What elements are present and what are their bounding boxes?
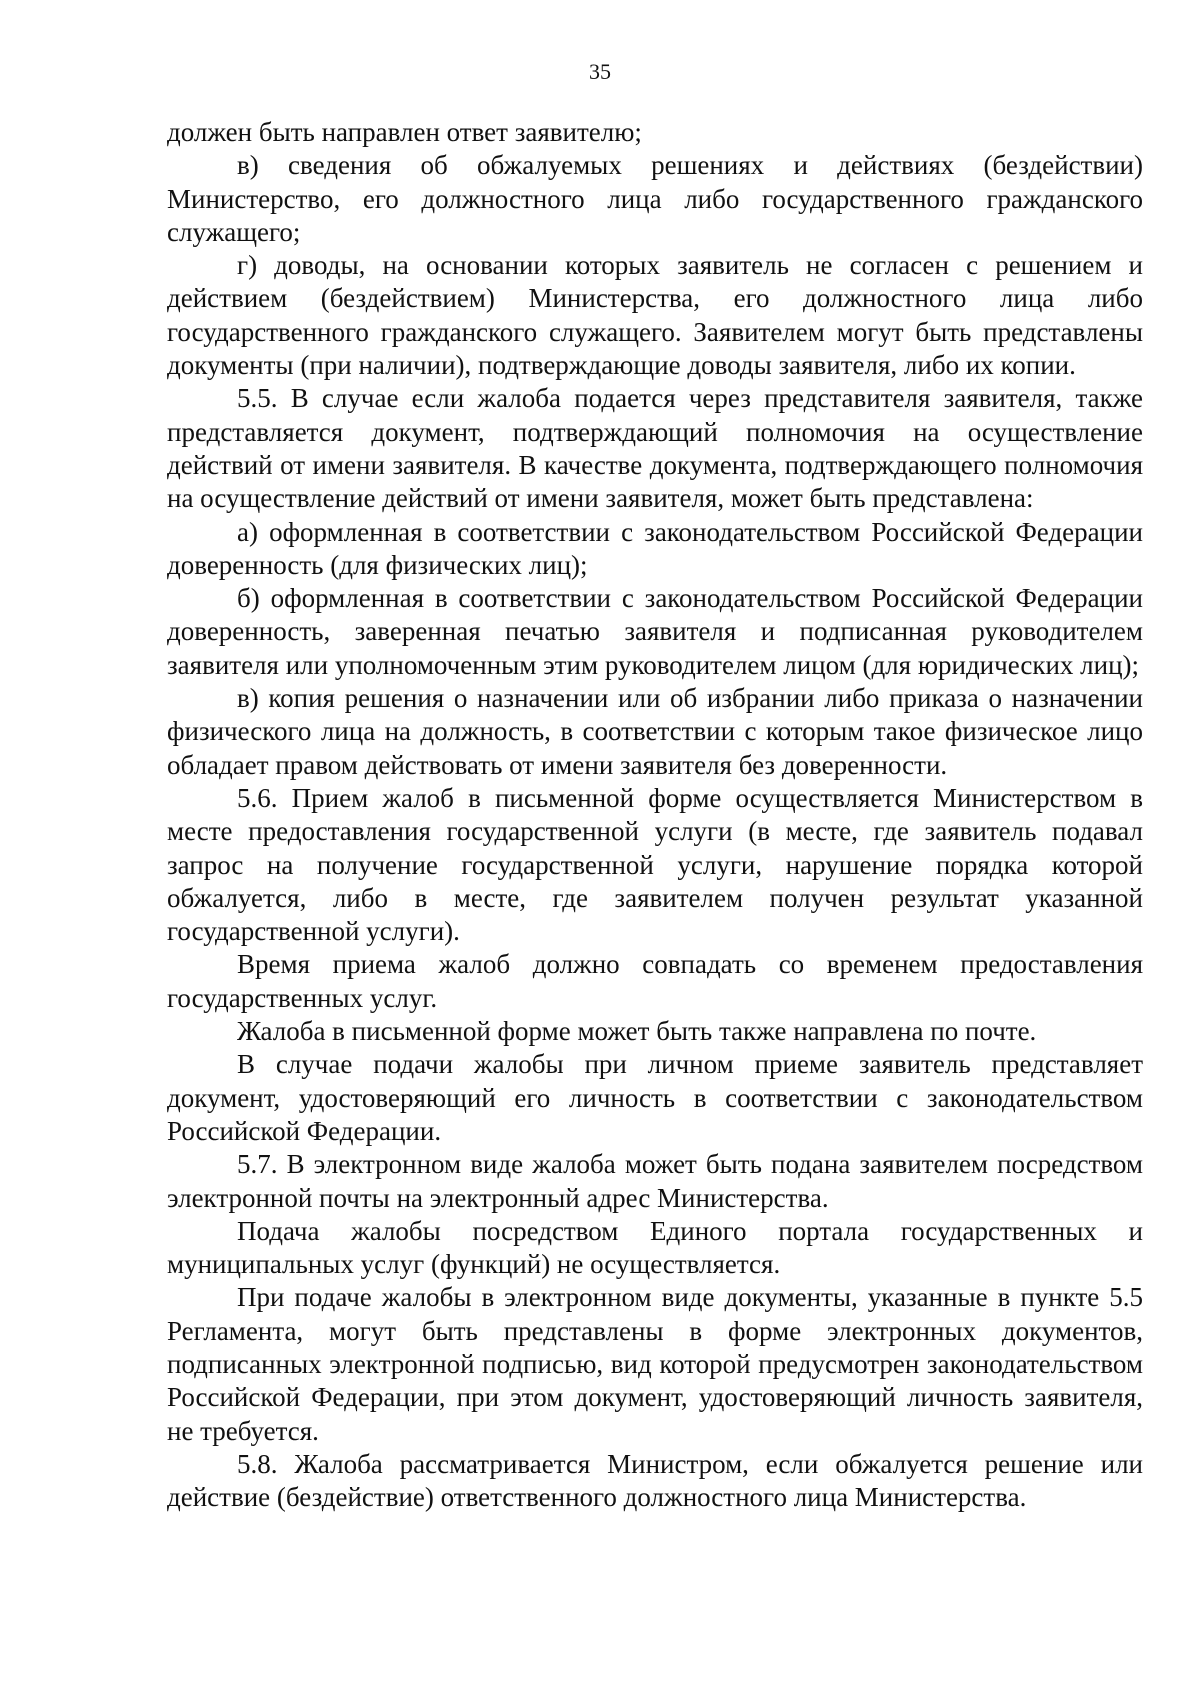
paragraph-11: 5.7. В электронном виде жалоба может быть подана заявителем посредством электронной почты на электронный адрес Министерства. (167, 1149, 1143, 1213)
paragraph-6: в) копия решения о назначении или об избрании либо приказа о назначении физического лица на должность, в соответствии с которым такое физическое лицо обладает правом действовать от имени заявителя без доверенности. (167, 683, 1143, 780)
paragraph-12: Подача жалобы посредством Единого портала государственных и муниципальных услуг (функций) не осуществляется. (167, 1215, 1143, 1280)
document-body (167, 116, 1143, 1514)
paragraph-0: должен быть направлен ответ заявителю; (167, 117, 642, 147)
paragraph-5: б) оформленная в соответствии с законодательством Российской Федерации доверенность, заверенная печатью заявителя и подписанная руководителем заявителя или уполномоченным этим руководителем лицом (для юридических лиц); (167, 583, 1143, 680)
paragraph-4: а) оформленная в соответствии с законодательством Российской Федерации доверенность (для физических лиц); (167, 516, 1143, 580)
paragraph-3: 5.5. В случае если жалоба подается через представителя заявителя, также представляется документ, подтверждающий полномочия на осуществление действий от имени заявителя. В качестве документа, подтверждающего полномочия на осуществление действий от имени заявителя, может быть представлена: (167, 383, 1143, 514)
paragraph-2: г) доводы, на основании которых заявитель не согласен с решением и действием (бездействием) Министерства, его должностного лица либо государственного гражданского служащего. Заявителем могут быть представлены документы (при наличии), подтверждающие доводы заявителя, либо их копии. (167, 250, 1143, 381)
paragraph-14: 5.8. Жалоба рассматривается Министром, если обжалуется решение или действие (бездействие) ответственного должностного лица Министерства. (167, 1448, 1143, 1513)
paragraph-8: Время приема жалоб должно совпадать со временем предоставления государственных услуг. (167, 949, 1143, 1013)
paragraph-1: в) сведения об обжалуемых решениях и действиях (бездействии) Министерство, его должностного лица либо государственного гражданского служащего; (167, 150, 1143, 247)
paragraph-10: В случае подачи жалобы при личном приеме заявитель представляет документ, удостоверяющий его личность в соответствии с законодательством Российской Федерации. (167, 1049, 1143, 1146)
paragraph-7: 5.6. Прием жалоб в письменной форме осуществляется Министерством в месте предоставления государственной услуги (в месте, где заявитель подавал запрос на получение государственной услуги, нарушение порядка которой обжалуется, либо в месте, где заявителем получен результат указанной государственной услуги). (167, 782, 1143, 947)
page-number: 35 (589, 59, 611, 84)
paragraph-9: Жалоба в письменной форме может быть также направлена по почте. (237, 1016, 1037, 1047)
paragraph-13: При подаче жалобы в электронном виде документы, указанные в пункте 5.5 Регламента, могут быть представлены в форме электронных документов, подписанных электронной подписью, вид которой предусмотрен законодательством Российской Федерации, при этом документ, удостоверяющий личность заявителя, не требуется. (167, 1282, 1143, 1446)
